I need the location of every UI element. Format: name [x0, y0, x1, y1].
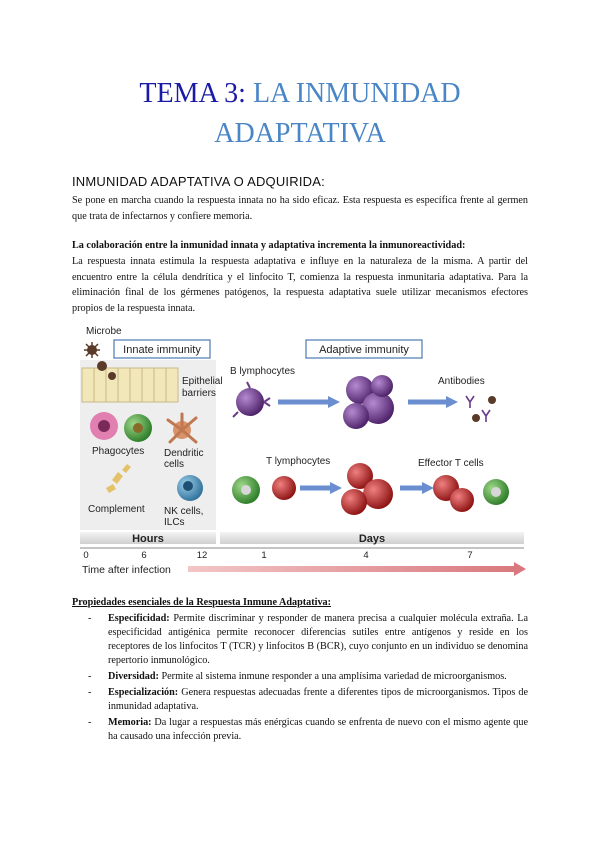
b-lymphocytes-label: B lymphocytes: [230, 366, 296, 377]
title-text-line1: LA INMUNIDAD: [252, 78, 461, 109]
time-arrow: [188, 566, 514, 572]
tick-day-4: 4: [363, 550, 369, 561]
collab-heading: La colaboración entre la inmunidad innata y adaptativa incrementa la inmunoreactividad:: [72, 240, 466, 251]
t-arrow-2-head: [422, 482, 434, 494]
intro-paragraph: Se pone en marcha cuando la respuesta innata no ha sido eficaz. Esta respuesta es específica frente al germen que trata de infectarnos y confiere memoria.: [72, 195, 528, 222]
b-arrow-2-head: [446, 396, 458, 408]
property-item: - Especialización: Genera respuestas adecuadas frente a diferentes tipos de microorganismos. Tipos de inmunidad adaptativa.: [88, 687, 528, 712]
properties-list: [72, 612, 528, 746]
microbe-icon: [84, 342, 100, 358]
t-arrow-1-head: [330, 482, 342, 494]
page-title: [0, 76, 600, 112]
tick-day-1: 1: [261, 550, 267, 561]
b-cell: [233, 382, 270, 417]
tick-0: 0: [83, 550, 89, 561]
property-item: - Especificidad: Permite discriminar y responder de manera precisa a cualquier molécula extraña. La especificidad antigénica permite reconocer diferencias sutiles entre antígenos y reside en los receptores de los linfocitos T (TCR) y linfocitos B (BCR), cuyo conjunto en un individuo se denomina repertorio inmunológico.: [88, 613, 528, 666]
nk-cell: [177, 475, 203, 501]
section-heading: INMUNIDAD ADAPTATIVA O ADQUIRIDA:: [72, 174, 325, 189]
property-term: Diversidad:: [108, 671, 159, 682]
epithelial-label-1: Epithelial: [182, 376, 223, 387]
property-text: Genera respuestas adecuadas frente a diferentes tipos de microorganismos. Tipos de inmunidad adaptativa.: [108, 687, 528, 712]
tick-12: 12: [196, 550, 208, 561]
immunity-figure: [78, 320, 528, 578]
nk-label-1: NK cells,: [164, 506, 204, 517]
hours-label: Hours: [132, 533, 164, 545]
title-text-line2: ADAPTATIVA: [214, 118, 386, 149]
time-after-infection-label: Time after infection: [82, 564, 171, 576]
property-text: Permite al sistema inmune responder a una amplísima variedad de microorganismos.: [158, 671, 507, 682]
t-cell-cluster: [341, 463, 393, 515]
antibodies-label: Antibodies: [438, 376, 485, 387]
properties-heading: Propiedades esenciales de la Respuesta Inmune Adaptativa:: [72, 597, 332, 608]
innate-header: Innate immunity: [123, 344, 201, 356]
property-term: Memoria:: [108, 717, 152, 728]
phagocytes-label: Phagocytes: [92, 446, 145, 457]
complement-label: Complement: [88, 504, 145, 515]
t-lymphocytes-label: T lymphocytes: [266, 456, 331, 467]
effector-label: Effector T cells: [418, 458, 484, 469]
property-text: Da lugar a respuestas más enérgicas cuando se enfrenta de nuevo con el mismo agente que ha causado una infección previa.: [108, 717, 528, 742]
effector-t-cells: [433, 475, 509, 512]
property-term: Especificidad:: [108, 613, 170, 624]
property-text: Permite discriminar y responder de manera precisa a cualquier molécula extraña. La especificidad antigénica permite reconocer diferencias sutiles entre antígenos y reside en los receptores de los linfocitos T (TCR) y linfocitos B (BCR), cuyo conjunto en un individuo se denomina repertorio inmunológico.: [108, 613, 528, 666]
epithelial-label-2: barriers: [182, 388, 216, 399]
title-number: TEMA 3:: [139, 78, 246, 109]
tick-6: 6: [141, 550, 147, 561]
t-activation-cells: [232, 476, 296, 504]
tick-day-7: 7: [467, 550, 473, 561]
antibody-icons: [466, 396, 496, 422]
microbe-label: Microbe: [86, 326, 122, 337]
b-cell-cluster: [343, 375, 394, 429]
dendritic-label-1: Dendritic: [164, 448, 204, 459]
days-label: Days: [358, 533, 386, 545]
b-arrow-1-head: [328, 396, 340, 408]
collab-paragraph: La respuesta innata estimula la respuesta adaptativa e influye en la naturaleza de la misma. A partir del encuentro entre la célula dendrítica y el linfocito T, comienza la respuesta inmunitaria adaptativa. Para la eliminación final de los gérmenes patógenos, la respuesta adaptativa suele utilizar mecanismos efectores propios de la respuesta innata.: [72, 256, 528, 314]
property-item: - Memoria: Da lugar a respuestas más enérgicas cuando se enfrenta de nuevo con el mismo agente que ha causado una infección previa.: [88, 717, 528, 742]
property-term: Especialización:: [108, 687, 179, 698]
nk-label-2: ILCs: [164, 517, 185, 528]
time-arrow-head: [514, 562, 526, 576]
adaptive-header: Adaptive immunity: [319, 344, 409, 356]
property-item: - Diversidad: Permite al sistema inmune responder a una amplísima variedad de microorganismos.: [88, 671, 507, 682]
dendritic-label-2: cells: [164, 459, 185, 470]
